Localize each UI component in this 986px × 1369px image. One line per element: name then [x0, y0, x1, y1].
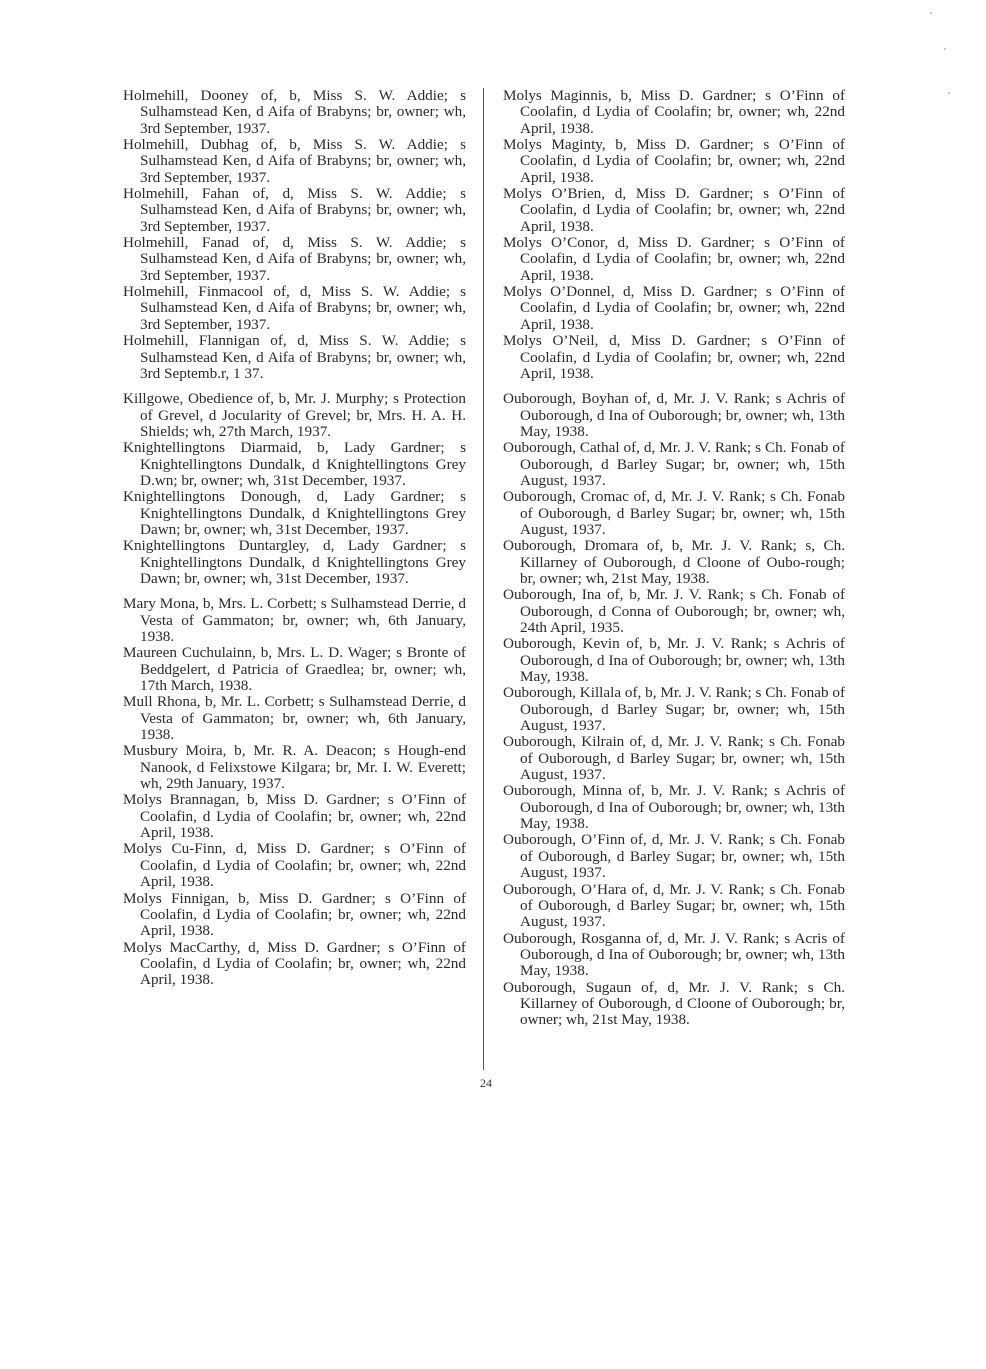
register-entry: Ouborough, Sugaun of, d, Mr. J. V. Rank; s Ch. Killarney of Ouborough, d Cloone of Ouborough; br, owner; wh, 21st May, 1938.	[503, 978, 845, 1029]
column-divider	[483, 88, 484, 1070]
register-entry: Ouborough, Ina of, b, Mr. J. V. Rank; s Ch. Fonab of Ouborough, d Conna of Ouborough; br, owner; wh, 24th April, 1935.	[503, 586, 845, 636]
register-entry: Musbury Moira, b, Mr. R. A. Deacon; s Hough-end Nanook, d Felixstowe Kilgara; br, Mr. I. W. Everett; wh, 29th January, 1937.	[123, 742, 466, 793]
register-entry: Ouborough, Killala of, b, Mr. J. V. Rank; s Ch. Fonab of Ouborough, d Barley Sugar; br, owner; wh, 15th August, 1937.	[503, 684, 845, 735]
register-entry: Ouborough, Cromac of, d, Mr. J. V. Rank; s Ch. Fonab of Ouborough, d Barley Sugar; br, owner; wh, 15th August, 1937.	[503, 488, 845, 538]
register-entry: Molys O’Brien, d, Miss D. Gardner; s O’Finn of Coolafin, d Lydia of Coolafin; br, owner; wh, 22nd April, 1938.	[503, 185, 845, 235]
register-entry: Ouborough, Kevin of, b, Mr. J. V. Rank; s Achris of Ouborough, d Ina of Ouborough; br, owner; wh, 13th May, 1938.	[503, 635, 845, 686]
scan-speck	[944, 48, 946, 50]
register-entry: Killgowe, Obedience of, b, Mr. J. Murphy; s Protection of Grevel, d Jocularity of Grevel; br, Mrs. H. A. H. Shields; wh, 27th March, 1937.	[123, 390, 466, 440]
register-entry: Molys O’Conor, d, Miss D. Gardner; s O’Finn of Coolafin, d Lydia of Coolafin; br, owner; wh, 22nd April, 1938.	[503, 234, 845, 284]
register-entry: Molys Cu-Finn, d, Miss D. Gardner; s O’Finn of Coolafin, d Lydia of Coolafin; br, owner; wh, 22nd April, 1938.	[123, 840, 466, 891]
register-entry: Knightellingtons Duntargley, d, Lady Gardner; s Knightellingtons Dundalk, d Knightellingtons Grey Dawn; br, owner; wh, 31st December, 1937.	[123, 537, 466, 587]
left-column	[123, 88, 466, 989]
register-entry: Ouborough, Dromara of, b, Mr. J. V. Rank; s, Ch. Killarney of Ouborough, d Cloone of Oubo-rough; br, owner; wh, 21st May, 1938.	[503, 537, 845, 587]
register-entry: Ouborough, Boyhan of, d, Mr. J. V. Rank; s Achris of Ouborough, d Ina of Ouborough; br, owner; wh, 13th May, 1938.	[503, 390, 845, 440]
register-entry: Knightellingtons Diarmaid, b, Lady Gardner; s Knightellingtons Dundalk, d Knightellingtons Grey D.wn; br, owner; wh, 31st December, 1937.	[123, 439, 466, 489]
register-entry: Molys Finnigan, b, Miss D. Gardner; s O’Finn of Coolafin, d Lydia of Coolafin; br, owner; wh, 22nd April, 1938.	[123, 889, 466, 940]
register-entry: Molys Brannagan, b, Miss D. Gardner; s O’Finn of Coolafin, d Lydia of Coolafin; br, owner; wh, 22nd April, 1938.	[123, 791, 466, 842]
register-entry: Ouborough, O’Hara of, d, Mr. J. V. Rank; s Ch. Fonab of Ouborough, d Barley Sugar; br, owner; wh, 15th August, 1937.	[503, 880, 845, 931]
register-entry: Maureen Cuchulainn, b, Mrs. L. D. Wager; s Bronte of Beddgelert, d Patricia of Graedlea; br, owner; wh, 17th March, 1938.	[123, 644, 466, 695]
register-entry: Holmehill, Fahan of, d, Miss S. W. Addie; s Sulhamstead Ken, d Aifa of Brabyns; br, owner; wh, 3rd September, 1937.	[123, 185, 466, 235]
register-entry: Ouborough, Minna of, b, Mr. J. V. Rank; s Achris of Ouborough, d Ina of Ouborough; br, owner; wh, 13th May, 1938.	[503, 782, 845, 833]
register-entry: Holmehill, Fanad of, d, Miss S. W. Addie; s Sulhamstead Ken, d Aifa of Brabyns; br, owner; wh, 3rd September, 1937.	[123, 234, 466, 284]
register-entry: Molys O’Donnel, d, Miss D. Gardner; s O’Finn of Coolafin, d Lydia of Coolafin; br, owner; wh, 22nd April, 1938.	[503, 283, 845, 333]
register-entry: Ouborough, O’Finn of, d, Mr. J. V. Rank; s Ch. Fonab of Ouborough, d Barley Sugar; br, owner; wh, 15th August, 1937.	[503, 831, 845, 882]
register-entry: Knightellingtons Donough, d, Lady Gardner; s Knightellingtons Dundalk, d Knightellingtons Grey Dawn; br, owner; wh, 31st December, 1937.	[123, 488, 466, 538]
register-entry: Mary Mona, b, Mrs. L. Corbett; s Sulhamstead Derrie, d Vesta of Gammaton; br, owner; wh, 6th January, 1938.	[123, 595, 466, 645]
right-column	[503, 88, 845, 1029]
register-entry: Molys Maginty, b, Miss D. Gardner; s O’Finn of Coolafin, d Lydia of Coolafin; br, owner; wh, 22nd April, 1938.	[503, 136, 845, 186]
register-entry: Ouborough, Rosganna of, d, Mr. J. V. Rank; s Acris of Ouborough, d Ina of Ouborough; br, owner; wh, 13th May, 1938.	[503, 929, 845, 980]
register-entry: Holmehill, Finmacool of, d, Miss S. W. Addie; s Sulhamstead Ken, d Aifa of Brabyns; br, owner; wh, 3rd September, 1937.	[123, 283, 466, 333]
register-entry: Holmehill, Dooney of, b, Miss S. W. Addie; s Sulhamstead Ken, d Aifa of Brabyns; br, owner; wh, 3rd September, 1937.	[123, 87, 466, 137]
register-entry: Holmehill, Flannigan of, d, Miss S. W. Addie; s Sulhamstead Ken, d Aifa of Brabyns; br, owner; wh, 3rd Septemb.r, 1 37.	[123, 332, 466, 382]
register-entry: Molys MacCarthy, d, Miss D. Gardner; s O’Finn of Coolafin, d Lydia of Coolafin; br, owner; wh, 22nd April, 1938.	[123, 938, 466, 989]
register-entry: Holmehill, Dubhag of, b, Miss S. W. Addie; s Sulhamstead Ken, d Aifa of Brabyns; br, owner; wh, 3rd September, 1937.	[123, 136, 466, 186]
register-entry: Ouborough, Cathal of, d, Mr. J. V. Rank; s Ch. Fonab of Ouborough, d Barley Sugar; br, owner; wh, 15th August, 1937.	[503, 439, 845, 489]
scan-speck	[930, 12, 932, 14]
register-entry: Mull Rhona, b, Mr. L. Corbett; s Sulhamstead Derrie, d Vesta of Gammaton; br, owner; wh, 6th January, 1938.	[123, 693, 466, 744]
page-number: 24	[480, 1076, 492, 1090]
scan-speck	[948, 92, 950, 94]
register-entry: Molys Maginnis, b, Miss D. Gardner; s O’Finn of Coolafin, d Lydia of Coolafin; br, owner; wh, 22nd April, 1938.	[503, 87, 845, 137]
register-entry: Molys O’Neil, d, Miss D. Gardner; s O’Finn of Coolafin, d Lydia of Coolafin; br, owner; wh, 22nd April, 1938.	[503, 332, 845, 382]
register-entry: Ouborough, Kilrain of, d, Mr. J. V. Rank; s Ch. Fonab of Ouborough, d Barley Sugar; br, owner; wh, 15th August, 1937.	[503, 733, 845, 784]
